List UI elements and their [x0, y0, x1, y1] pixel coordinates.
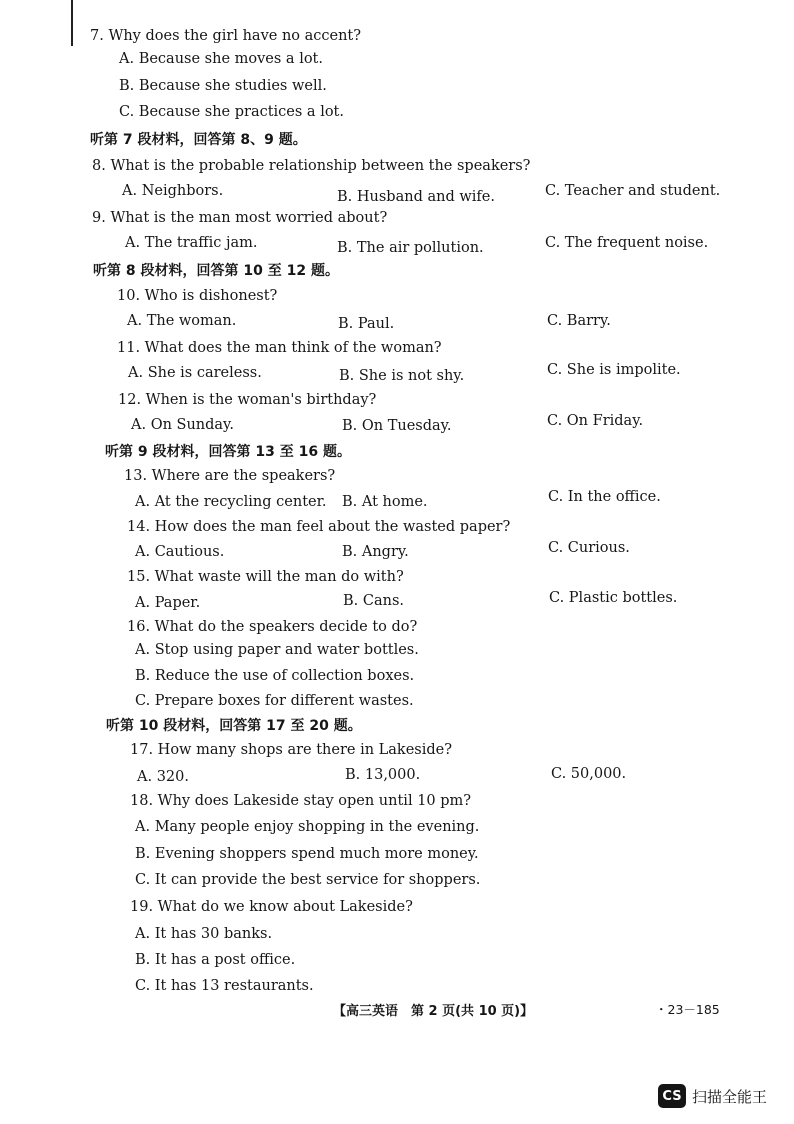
question-10: 10. Who is dishonest?: [117, 288, 278, 304]
footer-code: ・23－185: [655, 1002, 720, 1017]
footer-page-info: 【高三英语 第 2 页(共 10 页)】: [333, 1004, 534, 1019]
question-10-option-a: A. The woman.: [127, 313, 237, 329]
section-heading-10: 听第 10 段材料，回答第 17 至 20 题。: [106, 718, 362, 734]
question-15: 15. What waste will the man do with?: [127, 569, 404, 585]
question-17: 17. How many shops are there in Lakeside?: [130, 742, 453, 758]
question-16-option-c: C. Prepare boxes for different wastes.: [135, 693, 414, 709]
question-12: 12. When is the woman's birthday?: [118, 392, 377, 408]
question-18: 18. Why does Lakeside stay open until 10 pm?: [130, 793, 472, 809]
question-13-option-c: C. In the office.: [548, 489, 661, 505]
question-9-option-a: A. The traffic jam.: [125, 235, 258, 251]
question-17-option-a: A. 320.: [137, 769, 189, 785]
question-7-option-a: A. Because she moves a lot.: [119, 51, 323, 67]
question-7-option-b: B. Because she studies well.: [119, 78, 327, 94]
question-10-option-b: B. Paul.: [338, 316, 395, 332]
question-19: 19. What do we know about Lakeside?: [130, 899, 413, 915]
question-19-option-c: C. It has 13 restaurants.: [135, 978, 314, 994]
question-8-option-c: C. Teacher and student.: [545, 183, 721, 199]
question-7-option-c: C. Because she practices a lot.: [119, 104, 344, 120]
question-14-option-b: B. Angry.: [342, 544, 409, 560]
question-15-option-b: B. Cans.: [343, 593, 405, 609]
question-14: 14. How does the man feel about the wasted paper?: [127, 519, 511, 535]
scanner-watermark: [658, 1081, 767, 1111]
question-12-option-c: C. On Friday.: [547, 413, 644, 429]
question-17-option-b: B. 13,000.: [345, 767, 421, 783]
question-9-option-b: B. The air pollution.: [337, 240, 484, 256]
question-16: 16. What do the speakers decide to do?: [127, 619, 418, 635]
question-16-option-a: A. Stop using paper and water bottles.: [135, 642, 419, 658]
margin-line: [71, 0, 73, 46]
question-13-option-a: A. At the recycling center.: [135, 494, 327, 510]
question-19-option-b: B. It has a post office.: [135, 952, 296, 968]
question-8: 8. What is the probable relationship between the speakers?: [92, 158, 531, 174]
question-18-option-b: B. Evening shoppers spend much more money.: [135, 846, 479, 862]
question-7: 7. Why does the girl have no accent?: [90, 28, 362, 44]
question-12-option-b: B. On Tuesday.: [342, 418, 452, 434]
question-18-option-c: C. It can provide the best service for shoppers.: [135, 872, 481, 888]
question-11-option-a: A. She is careless.: [128, 365, 262, 381]
question-8-option-b: B. Husband and wife.: [337, 189, 495, 205]
question-11-option-c: C. She is impolite.: [547, 362, 681, 378]
question-8-option-a: A. Neighbors.: [122, 183, 224, 199]
camscanner-logo-icon: CS: [658, 1084, 686, 1108]
page-footer: [0, 1000, 794, 1022]
question-16-option-b: B. Reduce the use of collection boxes.: [135, 668, 415, 684]
section-heading-8: 听第 8 段材料，回答第 10 至 12 题。: [93, 263, 339, 279]
question-15-option-a: A. Paper.: [135, 595, 201, 611]
question-11: 11. What does the man think of the woman?: [117, 340, 442, 356]
section-heading-7: 听第 7 段材料，回答第 8、9 题。: [90, 132, 307, 148]
watermark-text: 扫描全能王: [692, 1087, 768, 1106]
section-heading-9: 听第 9 段材料，回答第 13 至 16 题。: [105, 444, 351, 460]
question-9: 9. What is the man most worried about?: [92, 210, 388, 226]
question-14-option-c: C. Curious.: [548, 540, 630, 556]
question-10-option-c: C. Barry.: [547, 313, 611, 329]
question-13: 13. Where are the speakers?: [124, 468, 336, 484]
question-15-option-c: C. Plastic bottles.: [549, 590, 678, 606]
question-18-option-a: A. Many people enjoy shopping in the evening.: [135, 819, 480, 835]
question-12-option-a: A. On Sunday.: [131, 417, 234, 433]
question-19-option-a: A. It has 30 banks.: [135, 926, 273, 942]
question-14-option-a: A. Cautious.: [135, 544, 225, 560]
question-13-option-b: B. At home.: [342, 494, 428, 510]
question-9-option-c: C. The frequent noise.: [545, 235, 709, 251]
question-11-option-b: B. She is not shy.: [339, 368, 465, 384]
question-17-option-c: C. 50,000.: [551, 766, 627, 782]
